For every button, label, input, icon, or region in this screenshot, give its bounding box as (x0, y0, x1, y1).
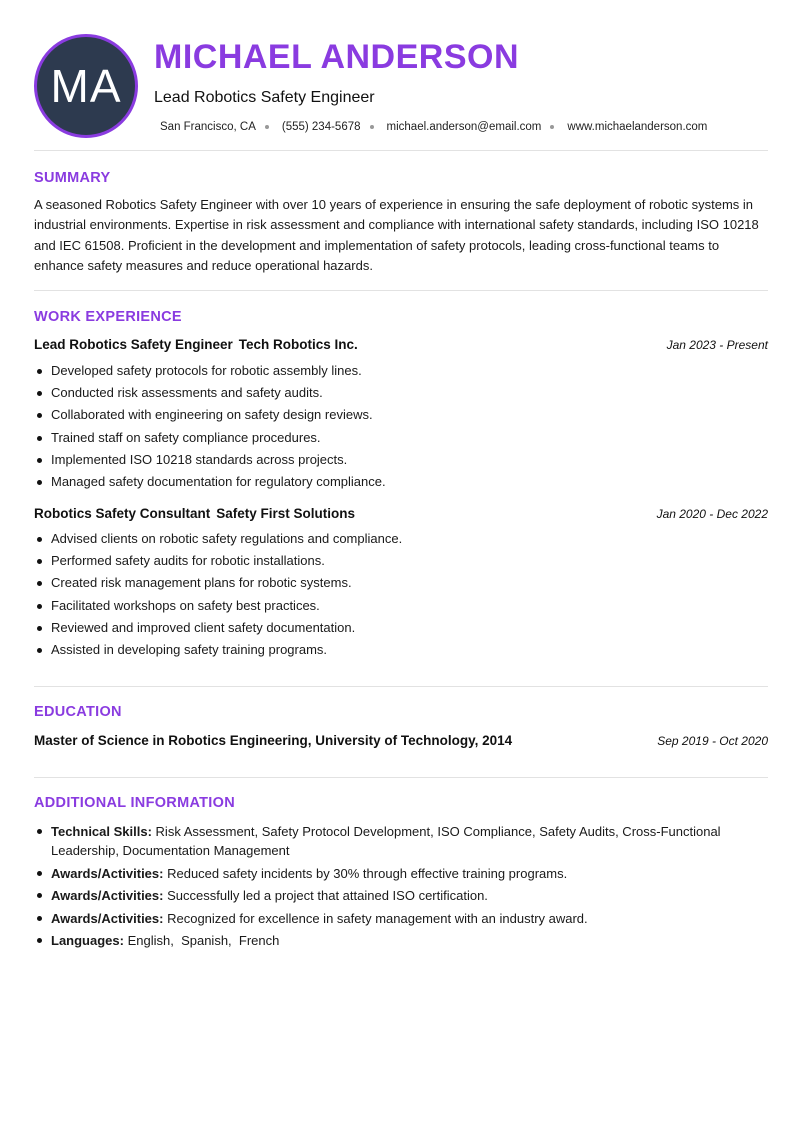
list-item: Developed safety protocols for robotic assembly lines. (34, 360, 764, 382)
list-item (34, 822, 764, 860)
item-label: Languages: (51, 933, 124, 948)
job-bullets (34, 528, 764, 661)
item-label: Awards/Activities: (51, 865, 164, 881)
contact-location: San Francisco, CA (160, 121, 256, 133)
list-item (34, 931, 764, 950)
list-item: Assisted in developing safety training programs. (34, 639, 764, 661)
contact-info (160, 121, 707, 133)
additional-info-heading: ADDITIONAL INFORMATION (34, 795, 235, 811)
summary-heading: SUMMARY (34, 170, 111, 186)
job-company: Tech Robotics Inc. (238, 337, 358, 352)
contact-website[interactable]: www.michaelanderson.com (567, 121, 708, 133)
degree: Master of Science in Robotics Engineering, University of Technology, 2014 (34, 733, 513, 748)
summary-text: A seasoned Robotics Safety Engineer with over 10 years of experience in ensuring the safe deployment of robotic systems in industrial environments. Expertise in risk assessment and compliance with international safety standards, including ISO 10218 and IEC 61508. Proficient in the development and implementation of safety protocols, leading cross-functional teams to enhance safety measures and reduce operational hazards. (34, 197, 759, 273)
job-dates: Jan 2023 - Present (666, 338, 768, 352)
job-header (34, 506, 768, 524)
education-heading: EDUCATION (34, 704, 122, 720)
education-dates: Sep 2019 - Oct 2020 (657, 734, 768, 748)
list-item: Collaborated with engineering on safety design reviews. (34, 404, 764, 426)
job-header (34, 337, 768, 355)
list-item (34, 909, 764, 928)
item-label: Technical Skills: (51, 824, 152, 839)
item-label: Awards/Activities: (51, 888, 164, 903)
list-item: Performed safety audits for robotic installations. (34, 550, 764, 572)
list-item (34, 886, 764, 905)
list-item: Reviewed and improved client safety documentation. (34, 617, 764, 639)
item-text: Successfully led a project that attained ISO certification. (167, 888, 488, 903)
section-divider (34, 150, 768, 151)
list-item (34, 864, 764, 883)
list-item: Advised clients on robotic safety regulations and compliance. (34, 528, 764, 550)
section-divider (34, 290, 768, 291)
job-dates: Jan 2020 - Dec 2022 (656, 507, 768, 521)
job-company: Safety First Solutions (216, 506, 356, 521)
additional-info-list (34, 822, 764, 954)
list-item: Implemented ISO 10218 standards across projects. (34, 449, 764, 471)
list-item: Managed safety documentation for regulatory compliance. (34, 471, 764, 493)
resume-header (34, 34, 768, 138)
list-item: Facilitated workshops on safety best practices. (34, 595, 764, 617)
work-experience-heading: WORK EXPERIENCE (34, 309, 182, 325)
list-item: Trained staff on safety compliance procedures. (34, 427, 764, 449)
job-title: Robotics Safety Consultant (34, 506, 211, 521)
contact-email[interactable]: michael.anderson@email.com (386, 121, 542, 133)
job-role: Lead Robotics Safety Engineer (154, 89, 375, 106)
avatar (34, 34, 138, 138)
bullet-separator (265, 125, 269, 129)
bullet-separator (370, 125, 374, 129)
list-item: Created risk management plans for robotic systems. (34, 572, 764, 594)
avatar-initials: MA (50, 60, 122, 112)
education-entry (34, 733, 768, 751)
contact-phone: (555) 234-5678 (281, 121, 361, 133)
job-bullets (34, 360, 764, 493)
job-title: Lead Robotics Safety Engineer (34, 337, 233, 352)
list-item: Conducted risk assessments and safety audits. (34, 382, 764, 404)
item-text: English, Spanish, French (127, 933, 280, 948)
item-label: Awards/Activities: (51, 910, 164, 926)
candidate-name: MICHAEL ANDERSON (154, 38, 520, 76)
item-text: Recognized for excellence in safety management with an industry award. (167, 910, 588, 926)
item-text: Risk Assessment, Safety Protocol Development, ISO Compliance, Safety Audits, Cross-Functional Leadership, Documentation Management (51, 824, 721, 858)
section-divider (34, 686, 768, 687)
item-text: Reduced safety incidents by 30% through effective training programs. (167, 865, 568, 881)
bullet-separator (550, 125, 554, 129)
section-divider (34, 777, 768, 778)
